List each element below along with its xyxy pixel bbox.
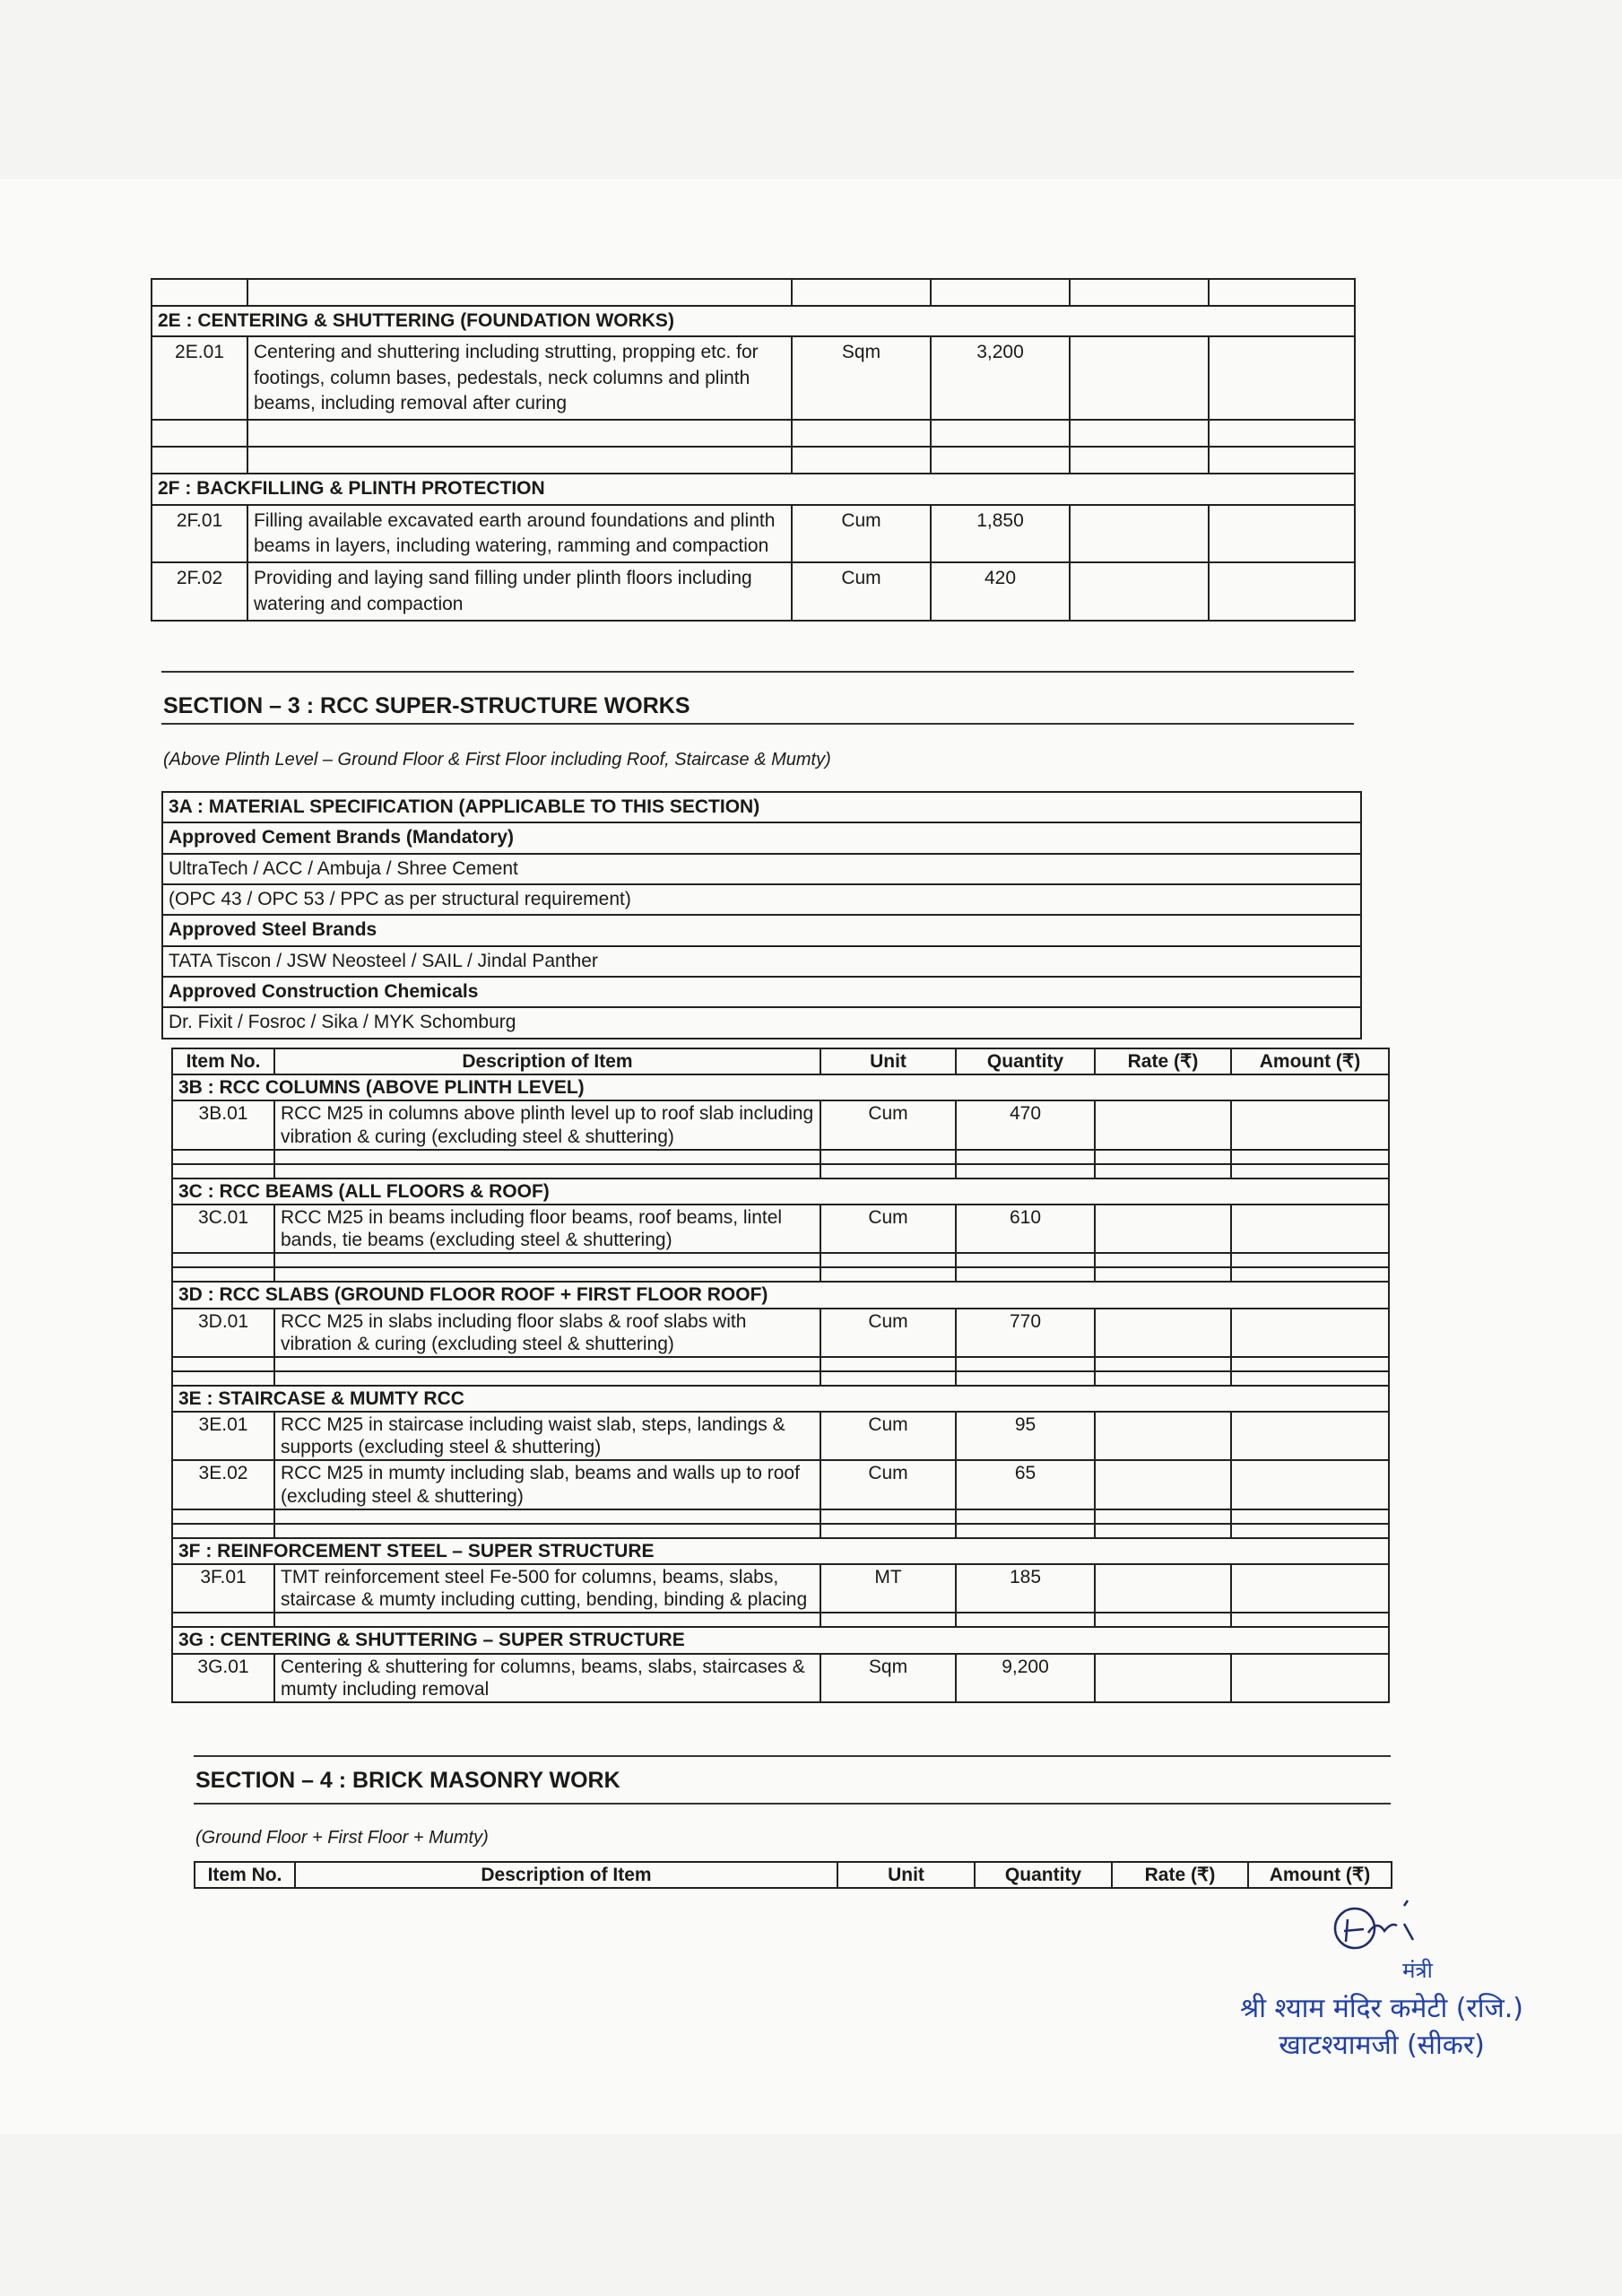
empty-cell (274, 1267, 820, 1282)
section-divider (194, 1755, 1391, 1757)
empty-cell (956, 1253, 1095, 1267)
table-row (172, 1309, 1389, 1357)
spec-row (162, 792, 1361, 822)
column-header: Item No. (172, 1048, 274, 1074)
empty-cell (1070, 279, 1209, 306)
group-header-row (152, 306, 1355, 336)
item-rate (1070, 505, 1209, 563)
section-3-subtitle: (Above Plinth Level – Ground Floor & First Floor including Roof, Staircase & Mumty) (163, 750, 831, 770)
group-header-row (172, 1178, 1389, 1205)
empty-cell (172, 1613, 274, 1627)
group-title: 3C : RCC BEAMS (ALL FLOORS & ROOF) (172, 1178, 1389, 1205)
empty-row (152, 279, 1355, 306)
empty-row (172, 1357, 1389, 1371)
item-rate (1095, 1309, 1231, 1357)
section-divider (161, 671, 1354, 673)
group-title: 3D : RCC SLABS (GROUND FLOOR ROOF + FIRST FLOOR ROOF) (172, 1282, 1389, 1308)
item-description: Filling available excavated earth around foundations and plinth beams in layers, including watering, ramming and compaction (247, 505, 792, 563)
item-unit: Cum (792, 505, 931, 563)
empty-cell (1095, 1150, 1231, 1164)
column-header: Rate (₹) (1095, 1048, 1231, 1074)
item-description: RCC M25 in beams including floor beams, roof beams, lintel bands, tie beams (excluding steel & shuttering) (274, 1205, 820, 1253)
table-row (152, 505, 1355, 563)
empty-cell (1231, 1150, 1389, 1164)
empty-cell (1095, 1371, 1231, 1386)
signature-block (1184, 1892, 1579, 2062)
table-row (172, 1205, 1389, 1253)
spec-text: TATA Tiscon / JSW Neosteel / SAIL / Jindal Panther (162, 946, 1361, 977)
item-rate (1095, 1100, 1231, 1149)
group-header-row (152, 474, 1355, 504)
item-quantity: 3,200 (931, 336, 1070, 420)
empty-cell (172, 1253, 274, 1267)
spec-text: UltraTech / ACC / Ambuja / Shree Cement (162, 854, 1361, 884)
item-description: Centering & shuttering for columns, beams, slabs, staircases & mumty including removal (274, 1654, 820, 1702)
item-unit: Cum (792, 562, 931, 621)
empty-cell (172, 1164, 274, 1178)
empty-cell (274, 1524, 820, 1538)
empty-cell (274, 1613, 820, 1627)
section-2-table-continued (151, 278, 1356, 622)
item-quantity: 470 (956, 1100, 1095, 1149)
empty-cell (172, 1267, 274, 1282)
item-quantity: 185 (956, 1564, 1095, 1613)
empty-cell (931, 279, 1070, 306)
section-4-title: SECTION – 4 : BRICK MASONRY WORK (195, 1767, 620, 1793)
empty-cell (274, 1509, 820, 1524)
item-description: RCC M25 in columns above plinth level up to roof slab including vibration & curing (excluding steel & shuttering) (274, 1100, 820, 1149)
item-quantity: 610 (956, 1205, 1095, 1253)
empty-cell (956, 1371, 1095, 1386)
spec-text: 3A : MATERIAL SPECIFICATION (APPLICABLE TO THIS SECTION) (162, 792, 1361, 822)
empty-cell (274, 1371, 820, 1386)
group-title: 3E : STAIRCASE & MUMTY RCC (172, 1386, 1389, 1412)
item-amount (1209, 505, 1355, 563)
item-amount (1231, 1460, 1389, 1509)
empty-cell (820, 1509, 956, 1524)
item-description: Providing and laying sand filling under plinth floors including watering and compaction (247, 562, 792, 621)
empty-cell (274, 1357, 820, 1371)
empty-row (172, 1524, 1389, 1538)
item-description: RCC M25 in slabs including floor slabs & roof slabs with vibration & curing (excluding steel & shuttering) (274, 1309, 820, 1357)
empty-cell (1231, 1371, 1389, 1386)
empty-row (172, 1509, 1389, 1524)
table-row (172, 1100, 1389, 1149)
stamp-line-1: श्री श्याम मंदिर कमेटी (रजि.) (1239, 1993, 1524, 2025)
item-amount (1231, 1654, 1389, 1702)
column-header: Item No. (195, 1862, 295, 1888)
item-number: 3B.01 (172, 1100, 274, 1149)
empty-cell (820, 1613, 956, 1627)
spec-text: Approved Steel Brands (162, 915, 1361, 945)
table-row (172, 1460, 1389, 1509)
empty-cell (1231, 1253, 1389, 1267)
committee-stamp (1184, 1955, 1579, 2062)
item-quantity: 420 (931, 562, 1070, 621)
empty-cell (956, 1357, 1095, 1371)
section-divider (194, 1803, 1391, 1805)
section-4 (194, 1755, 1391, 1889)
section-4-subtitle: (Ground Floor + First Floor + Mumty) (195, 1827, 489, 1848)
item-number: 3C.01 (172, 1205, 274, 1253)
empty-cell (792, 420, 931, 447)
column-header: Amount (₹) (1248, 1862, 1392, 1888)
item-quantity: 9,200 (956, 1654, 1095, 1702)
spec-row (162, 946, 1361, 977)
item-quantity: 770 (956, 1309, 1095, 1357)
empty-row (152, 447, 1355, 474)
empty-cell (1231, 1613, 1389, 1627)
empty-cell (956, 1613, 1095, 1627)
empty-row (172, 1164, 1389, 1178)
column-header: Description of Item (295, 1862, 837, 1888)
table-row (152, 562, 1355, 621)
item-rate (1095, 1564, 1231, 1613)
empty-cell (152, 447, 247, 474)
empty-cell (956, 1150, 1095, 1164)
empty-cell (820, 1267, 956, 1282)
empty-row (152, 420, 1355, 447)
empty-cell (792, 279, 931, 306)
spec-text: Dr. Fixit / Fosroc / Sika / MYK Schomburg (162, 1007, 1361, 1038)
item-rate (1095, 1460, 1231, 1509)
empty-cell (820, 1357, 956, 1371)
column-header: Amount (₹) (1231, 1048, 1389, 1074)
item-number: 3F.01 (172, 1564, 274, 1613)
empty-cell (247, 420, 792, 447)
empty-cell (1095, 1164, 1231, 1178)
empty-row (172, 1267, 1389, 1282)
item-amount (1209, 336, 1355, 420)
item-number: 3E.01 (172, 1412, 274, 1460)
item-rate (1070, 562, 1209, 621)
empty-cell (792, 447, 931, 474)
item-rate (1070, 336, 1209, 420)
empty-cell (172, 1509, 274, 1524)
empty-cell (956, 1509, 1095, 1524)
empty-cell (274, 1150, 820, 1164)
boq-table (171, 1048, 1390, 1703)
spec-row (162, 854, 1361, 884)
spec-text: Approved Construction Chemicals (162, 977, 1361, 1007)
item-unit: Sqm (820, 1654, 956, 1702)
column-header: Unit (837, 1862, 975, 1888)
item-unit: Sqm (792, 336, 931, 420)
empty-cell (931, 420, 1070, 447)
header-row (172, 1048, 1389, 1074)
empty-cell (152, 279, 247, 306)
material-spec-block (161, 791, 1362, 1039)
item-number: 3E.02 (172, 1460, 274, 1509)
item-rate (1095, 1654, 1231, 1702)
group-title: 3F : REINFORCEMENT STEEL – SUPER STRUCTURE (172, 1538, 1389, 1564)
item-rate (1095, 1412, 1231, 1460)
table-row (172, 1564, 1389, 1613)
item-amount (1231, 1412, 1389, 1460)
item-rate (1095, 1205, 1231, 1253)
spec-row (162, 822, 1361, 853)
group-header-row (172, 1386, 1389, 1412)
empty-cell (1231, 1267, 1389, 1282)
item-number: 3D.01 (172, 1309, 274, 1357)
group-header-row (172, 1282, 1389, 1308)
empty-cell (956, 1164, 1095, 1178)
section-divider (161, 723, 1354, 725)
empty-cell (1231, 1509, 1389, 1524)
group-title: 3B : RCC COLUMNS (ABOVE PLINTH LEVEL) (172, 1074, 1389, 1100)
signature-icon (1319, 1892, 1462, 1955)
empty-cell (1070, 447, 1209, 474)
empty-row (172, 1150, 1389, 1164)
table-row (152, 336, 1355, 420)
column-header: Rate (₹) (1112, 1862, 1248, 1888)
empty-cell (247, 279, 792, 306)
empty-cell (247, 447, 792, 474)
group-title: 2F : BACKFILLING & PLINTH PROTECTION (152, 474, 1355, 504)
item-unit: Cum (820, 1100, 956, 1149)
empty-cell (1095, 1509, 1231, 1524)
empty-cell (1209, 447, 1355, 474)
item-description: Centering and shuttering including strutting, propping etc. for footings, column bases, pedestals, neck columns and plinth beams, including removal after curing (247, 336, 792, 420)
item-amount (1231, 1309, 1389, 1357)
lower-content (171, 1048, 1524, 2062)
item-unit: Cum (820, 1309, 956, 1357)
empty-cell (820, 1164, 956, 1178)
item-quantity: 65 (956, 1460, 1095, 1509)
item-number: 3G.01 (172, 1654, 274, 1702)
empty-cell (1095, 1253, 1231, 1267)
item-unit: Cum (820, 1460, 956, 1509)
stamp-line-2: खाटश्यामजी (सीकर) (1279, 2030, 1485, 2062)
item-number: 2F.02 (152, 562, 247, 621)
empty-row (172, 1371, 1389, 1386)
group-title: 2E : CENTERING & SHUTTERING (FOUNDATION WORKS) (152, 306, 1355, 336)
boq-table (151, 278, 1356, 622)
empty-cell (1231, 1164, 1389, 1178)
item-amount (1209, 562, 1355, 621)
item-unit: Cum (820, 1205, 956, 1253)
table-row (172, 1654, 1389, 1702)
header-row (195, 1862, 1392, 1888)
item-description: RCC M25 in staircase including waist slab, steps, landings & supports (excluding steel & shuttering) (274, 1412, 820, 1460)
group-header-row (172, 1074, 1389, 1100)
spec-row (162, 884, 1361, 915)
group-title: 3G : CENTERING & SHUTTERING – SUPER STRUCTURE (172, 1627, 1389, 1653)
empty-cell (172, 1150, 274, 1164)
item-quantity: 1,850 (931, 505, 1070, 563)
empty-cell (820, 1253, 956, 1267)
spec-text: (OPC 43 / OPC 53 / PPC as per structural requirement) (162, 884, 1361, 915)
empty-cell (172, 1357, 274, 1371)
empty-cell (274, 1164, 820, 1178)
table-row (172, 1412, 1389, 1460)
empty-cell (1095, 1524, 1231, 1538)
empty-cell (1209, 420, 1355, 447)
item-description: RCC M25 in mumty including slab, beams and walls up to roof (excluding steel & shuttering) (274, 1460, 820, 1509)
column-header: Quantity (975, 1862, 1112, 1888)
empty-cell (1231, 1524, 1389, 1538)
item-amount (1231, 1564, 1389, 1613)
empty-cell (820, 1371, 956, 1386)
empty-cell (152, 420, 247, 447)
column-header: Unit (820, 1048, 956, 1074)
column-header: Description of Item (274, 1048, 820, 1074)
empty-cell (1095, 1613, 1231, 1627)
empty-cell (172, 1371, 274, 1386)
spec-row (162, 1007, 1361, 1038)
item-amount (1231, 1205, 1389, 1253)
material-spec-table (161, 791, 1362, 1039)
empty-cell (931, 447, 1070, 474)
empty-cell (1070, 420, 1209, 447)
group-header-row (172, 1627, 1389, 1653)
empty-cell (1095, 1267, 1231, 1282)
empty-cell (820, 1524, 956, 1538)
group-header-row (172, 1538, 1389, 1564)
empty-cell (820, 1150, 956, 1164)
section-3-title: SECTION – 3 : RCC SUPER-STRUCTURE WORKS (163, 693, 690, 718)
stamp-designation: मंत्री (1402, 1958, 1433, 1984)
spec-row (162, 977, 1361, 1007)
empty-cell (1095, 1357, 1231, 1371)
empty-cell (172, 1524, 274, 1538)
empty-row (172, 1253, 1389, 1267)
spec-row (162, 915, 1361, 945)
empty-cell (956, 1267, 1095, 1282)
empty-cell (1231, 1357, 1389, 1371)
item-amount (1231, 1100, 1389, 1149)
item-quantity: 95 (956, 1412, 1095, 1460)
item-description: TMT reinforcement steel Fe-500 for columns, beams, slabs, staircase & mumty including cutting, bending, binding & placing (274, 1564, 820, 1613)
item-unit: Cum (820, 1412, 956, 1460)
boq-header-table (194, 1861, 1392, 1889)
item-unit: MT (820, 1564, 956, 1613)
item-number: 2E.01 (152, 336, 247, 420)
item-number: 2F.01 (152, 505, 247, 563)
empty-cell (1209, 279, 1355, 306)
column-header: Quantity (956, 1048, 1095, 1074)
spec-text: Approved Cement Brands (Mandatory) (162, 822, 1361, 853)
empty-row (172, 1613, 1389, 1627)
empty-cell (956, 1524, 1095, 1538)
empty-cell (274, 1253, 820, 1267)
